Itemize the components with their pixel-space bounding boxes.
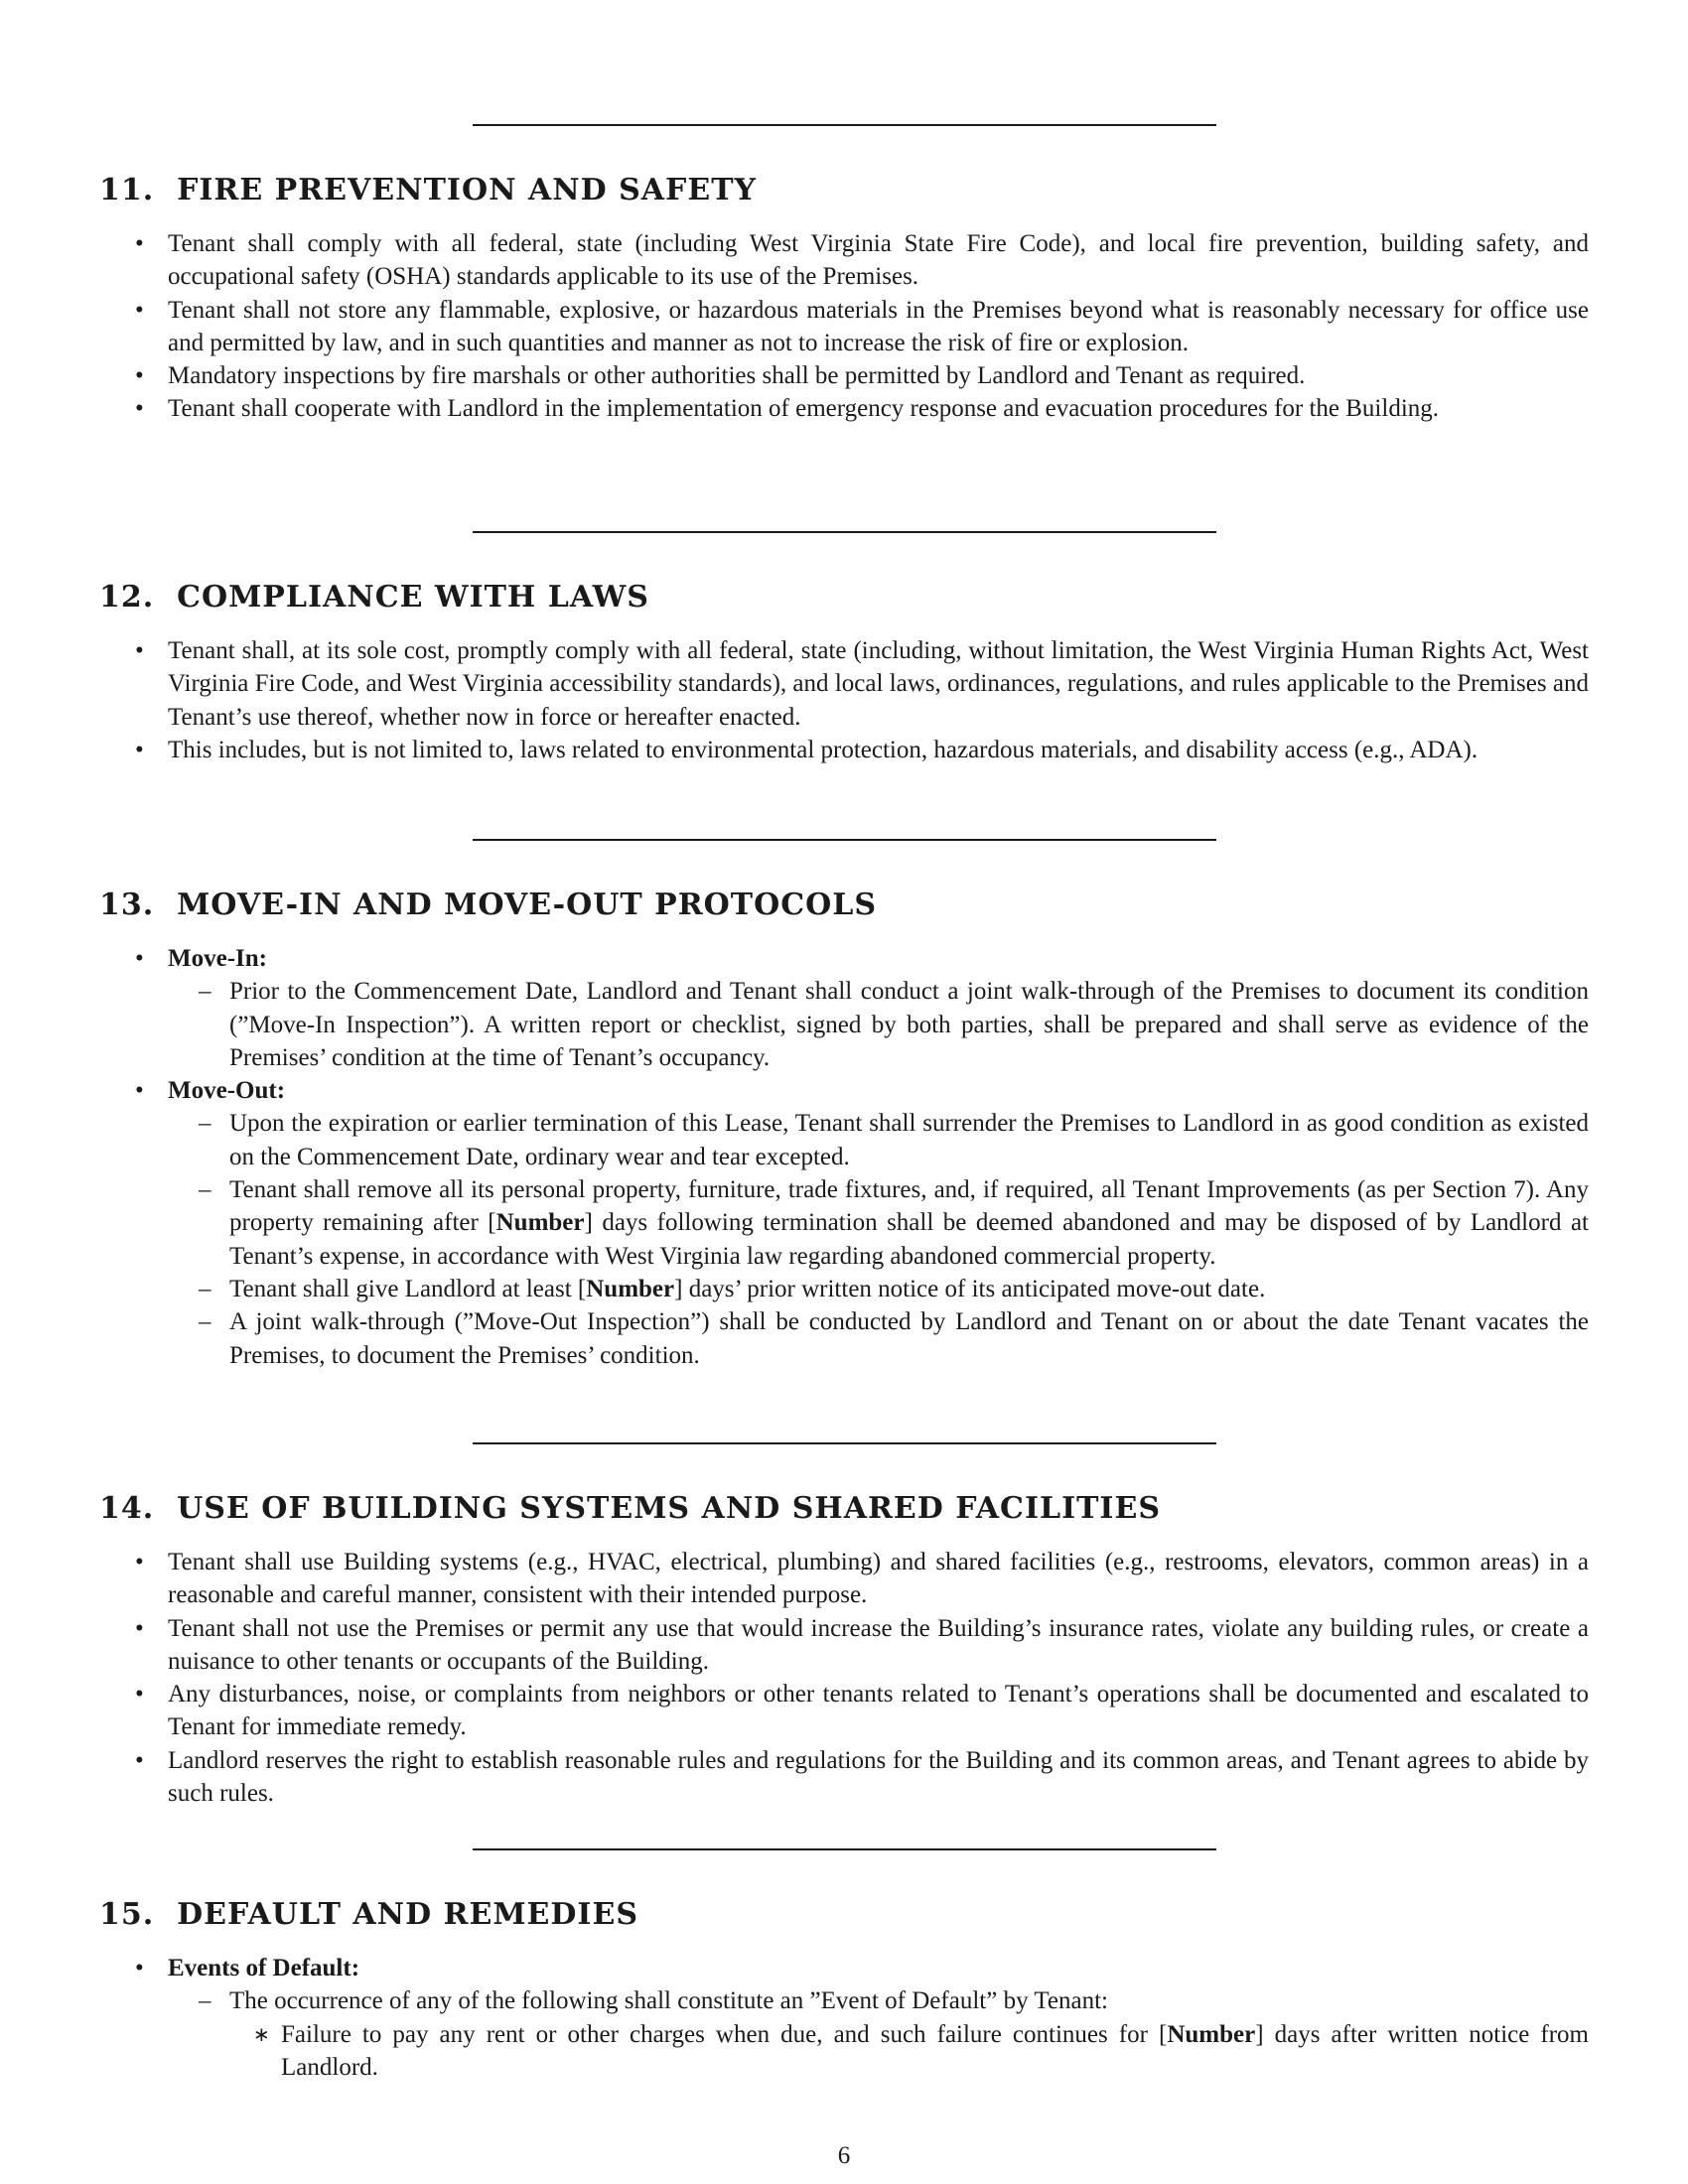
- text-run: ] days after written notice from Landlord.: [281, 2020, 1589, 2081]
- list-item: • Mandatory inspections by fire marshals or other authorities shall be permitted by Landlord and Tenant as required.: [99, 359, 1589, 392]
- section-number: 15.: [99, 1897, 155, 1932]
- section-title: DEFAULT AND REMEDIES: [177, 1897, 638, 1932]
- list-item: • Any disturbances, noise, or complaints from neighbors or other tenants related to Tenant’s operations shall be documented and escalated to Tenant for immediate remedy.: [99, 1678, 1589, 1744]
- section-number: 13.: [99, 887, 155, 922]
- list-item: • Tenant shall cooperate with Landlord in the implementation of emergency response and evacuation procedures for the Building.: [99, 392, 1589, 425]
- section-title: COMPLIANCE WITH LAWS: [177, 580, 649, 614]
- section-heading-15: [99, 1897, 638, 1933]
- placeholder-number: Number: [1167, 2020, 1256, 2048]
- subsublist-item: [229, 2018, 1589, 2085]
- section-number: 11.: [99, 173, 155, 207]
- events-of-default-label: Events of Default:: [168, 1955, 360, 1981]
- move-in-sublist: [168, 975, 1589, 1074]
- sublist-item: – Prior to the Commencement Date, Landlord and Tenant shall conduct a joint walk-through of the Premises to document its condition (”Move-In Inspection”). A written report or checklist, signed by both parties, shall be prepared and shall serve as evidence of the Premises’ condition at the time of Tenant’s occupancy.: [168, 975, 1589, 1074]
- sublist-item: [168, 1273, 1589, 1305]
- section-number: 14.: [99, 1491, 155, 1526]
- section-14-list: [99, 1546, 1589, 1810]
- horizontal-rule: [473, 1848, 1216, 1850]
- events-sublist: [168, 1984, 1589, 2084]
- list-item-move-out: [99, 1074, 1589, 1372]
- list-item: • Landlord reserves the right to establish reasonable rules and regulations for the Building and its common areas, and Tenant agrees to abide by such rules.: [99, 1744, 1589, 1811]
- section-title: FIRE PREVENTION AND SAFETY: [177, 173, 757, 207]
- text-run: Tenant shall give Landlord at least [: [229, 1275, 587, 1302]
- placeholder-number: Number: [586, 1275, 675, 1302]
- text-run: ] days following termination shall be deemed abandoned and may be disposed of by Landlord at Tenant’s expense, in accordance with West Virginia law regarding abandoned commercial property.: [229, 1209, 1589, 1270]
- page-number: 6: [837, 2142, 851, 2169]
- sublist-item: [168, 1984, 1589, 2084]
- list-item: • Tenant shall, at its sole cost, promptly comply with all federal, state (including, without limitation, the West Virginia Human Rights Act, West Virginia Fire Code, and West Virginia accessibility standards), and local laws, ordinances, regulations, and rules applicable to the Premises and Tenant’s use thereof, whether now in force or hereafter enacted.: [99, 634, 1589, 734]
- section-15-list: [99, 1952, 1589, 2084]
- horizontal-rule: [473, 531, 1216, 533]
- section-13-list: [99, 942, 1589, 1372]
- move-out-label: Move-Out:: [168, 1077, 286, 1105]
- horizontal-rule: [473, 124, 1216, 126]
- horizontal-rule: [473, 839, 1216, 841]
- list-item-move-in: [99, 942, 1589, 1074]
- section-heading-14: [99, 1491, 1161, 1527]
- move-out-sublist: [168, 1107, 1589, 1371]
- events-intro: The occurrence of any of the following shall constitute an ”Event of Default” by Tenant:: [229, 1987, 1108, 2015]
- section-title: USE OF BUILDING SYSTEMS AND SHARED FACILITIES: [177, 1491, 1161, 1526]
- list-item: • Tenant shall comply with all federal, state (including West Virginia State Fire Code), and local fire prevention, building safety, and occupational safety (OSHA) standards applicable to its use of the Premises.: [99, 227, 1589, 294]
- list-item-events-of-default: [99, 1952, 1589, 2084]
- list-item: • Tenant shall not use the Premises or permit any use that would increase the Building’s insurance rates, violate any building rules, or create a nuisance to other tenants or occupants of the Building.: [99, 1612, 1589, 1679]
- text-run: Tenant shall remove all its personal property, furniture, trade fixtures, and, if required, all Tenant Improvements (as per Section 7). Any property remaining after [: [229, 1176, 1589, 1237]
- list-item: • Tenant shall use Building systems (e.g., HVAC, electrical, plumbing) and shared facilities (e.g., restrooms, elevators, common areas) in a reasonable and careful manner, consistent with their intended purpose.: [99, 1546, 1589, 1612]
- section-heading-13: [99, 887, 877, 923]
- section-11-list: [99, 227, 1589, 426]
- sublist-item: – Upon the expiration or earlier termination of this Lease, Tenant shall surrender the Premises to Landlord in as good condition as existed on the Commencement Date, ordinary wear and tear excepted.: [168, 1107, 1589, 1173]
- list-item: • This includes, but is not limited to, laws related to environmental protection, hazardous materials, and disability access (e.g., ADA).: [99, 734, 1589, 766]
- events-subsublist: [229, 2018, 1589, 2085]
- section-number: 12.: [99, 580, 155, 614]
- text-run: ] days’ prior written notice of its anticipated move-out date.: [674, 1275, 1266, 1302]
- section-heading-11: [99, 173, 757, 208]
- section-title: MOVE-IN AND MOVE-OUT PROTOCOLS: [177, 887, 877, 922]
- horizontal-rule: [473, 1442, 1216, 1444]
- document-page: [99, 0, 1589, 2184]
- section-12-list: [99, 634, 1589, 766]
- sublist-item: – A joint walk-through (”Move-Out Inspection”) shall be conducted by Landlord and Tenant on or about the date Tenant vacates the Premises, to document the Premises’ condition.: [168, 1305, 1589, 1372]
- text-run: Failure to pay any rent or other charges when due, and such failure continues for [: [281, 2020, 1168, 2048]
- placeholder-number: Number: [495, 1209, 585, 1237]
- list-item: • Tenant shall not store any flammable, explosive, or hazardous materials in the Premises beyond what is reasonably necessary for office use and permitted by law, and in such quantities and manner as not to increase the risk of fire or explosion.: [99, 294, 1589, 360]
- move-in-label: Move-In:: [168, 945, 267, 972]
- section-heading-12: [99, 580, 649, 615]
- sublist-item: [168, 1173, 1589, 1273]
